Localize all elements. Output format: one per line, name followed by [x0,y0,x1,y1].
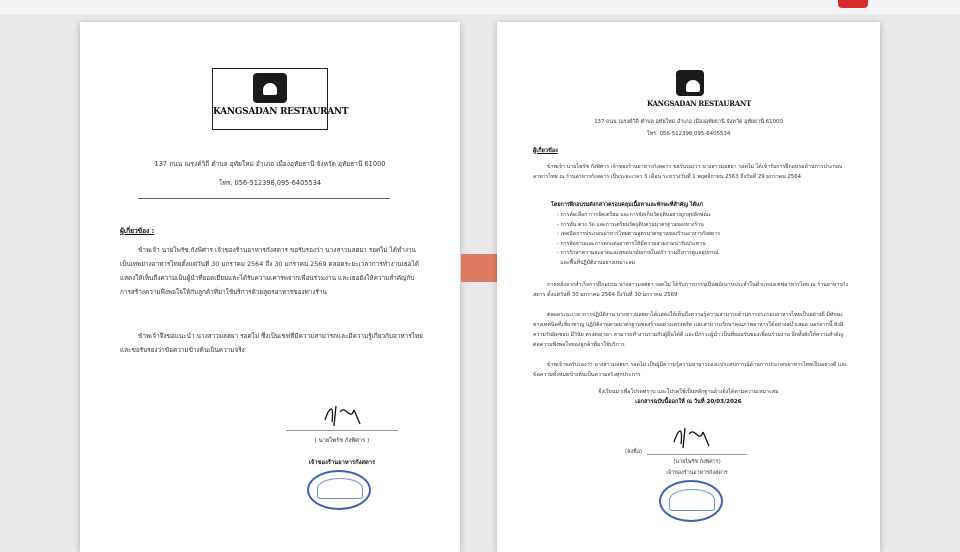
signer-name: ( นายไพรัช กังพิศาร ) [314,438,370,444]
sign-label: (ลงชื่อ) [625,449,643,455]
original-letter [80,22,460,552]
phone: โทร. 056-512398,095-6405534 [646,131,731,137]
salutation: ผู้เกี่ยวข้อง : [120,227,155,235]
list-item: - การรักษาความสะอาดและสุขอนามัยภายในครัว รวมถึงการดูแลอุปกรณ์ [557,250,719,257]
bell-logo-icon [253,73,287,103]
signature [320,400,370,430]
issue-date: เอกสารฉบับนี้ออกให้ ณ วันที่ 20/03/2026 [635,399,742,405]
list-item: - การหั่น ตวง วัด และการเตรียมวัตถุดิบตามมาตรฐานของทางร้าน [557,221,704,228]
list-item: - การจัดจานและการตกแต่งอาหารให้มีความสวยงามน่ารับประทาน [557,240,706,247]
revised-letter [497,22,880,552]
list-item: และพื้นที่ปฏิบัติงานอย่างเหมาะสม [557,259,635,266]
signature [669,422,719,452]
body-paragraph-1: ข้าพเจ้า นายไพรัช กังพิศาร เจ้าของร้านอาหารกังสดาร ขอรับรองว่า นางสาวมลฮยา รอดไม่ ได้ทำงานเป็นเทพย่างอาหารไทยตั้งแต่วันที่ 30 มกราคม 2564 ถึง 30 มกราคม 2569 ตลอดระยะเวลาการทำงานเธอได้แสดงให้เห็นถึงความเป็นผู้นำที่ยอดเยี่ยมและได้รับความเคารพจากเพื่อนร่วมงาน และเธอยังให้ความสำคัญกับการสร้างความพึงพอใจให้กับลูกค้าที่มาใช้บริการด้วยสูตรอาหารของทางร้าน [120,246,419,296]
bell-logo-icon [676,70,704,96]
salutation: ผู้เกี่ยวข้อง [533,148,558,154]
signer-name: (นายไพรัช กังพิศาร) [673,459,721,465]
signer-role: เจ้าของร้านอาหารกังสดาร [308,460,376,466]
restaurant-logo [647,66,751,116]
company-stamp [307,470,371,510]
company-stamp [659,480,723,522]
divider [138,198,390,199]
signature-line [286,430,398,431]
phone: โทร. 056-512398,095-6405534 [218,179,322,187]
list-item: - เทคนิคการประกอบอาหารไทยตามสูตรมาตรฐานของร้านอาหารกังสดาร [557,231,720,238]
paragraph-training: ข้าพเจ้า นายไพรัช กังพิศาร เจ้าของร้านอาหารกังสดาร ขอรับรองว่า นางสาวมลฮยา รอดไม่ ได้เข้ารับการฝึกอบรมด้านการประกอบอาหารไทย ณ ร้านอาหารกังสดาร เป็นระยะเวลา 3 เดือน ระหว่างวันที่ 1 พฤศจิกายน 2563 ถึงวันที่ 29 มกราคม 2564 [533,164,843,180]
logo-text: KANGSADAN RESTAURANT [647,99,751,108]
paragraph-certification: ข้าพเจ้าขอรับรองว่า นางสาวมลฮยา รอดไม่ เป็นผู้มีความรู้ความสามารถและประสบการณ์ด้านการประกอบอาหารไทยเป็นอย่างดี และข้อความทั้งหมดข้างต้นเป็นความจริงทุกประการ [533,362,848,378]
logo-text: KANGSADAN RESTAURANT [213,107,349,117]
signature-line [647,454,747,455]
paragraph-employment: ภายหลังจากสำเร็จการฝึกอบรม นางสาวมลฮยา รอดไม่ ได้รับการบรรจุเป็นพนักงานประจำในตำแหน่งเชฟอาหารไทย ณ ร้านอาหารกังสดาร ตั้งแต่วันที่ 30 มกราคม 2564 ถึงวันที่ 30 มกราคม 2569 [533,282,848,298]
skills-list [557,211,720,269]
list-item: - การคัดเลือก การจัดเตรียม และการจัดเก็บวัตถุดิบอย่างถูกสุขลักษณะ [557,212,712,218]
address: 137 ถนน ณรงค์วิถี ตำบล อุทัยใหม่ อำเภอ เมืองอุทัยธานี จังหวัด อุทัยธานี 61000 [594,119,783,125]
youtube-badge-icon[interactable] [838,0,868,8]
top-band [0,0,960,14]
restaurant-logo [212,68,349,130]
signer-role: เจ้าของร้านอาหารกังสดาร [666,470,728,476]
paragraph-performance: ตลอดระยะเวลาการปฏิบัติงาน นางสาวมลฮยาได้แสดงให้เห็นถึงความรู้ความสามารถด้านการประกอบอาหารไทยเป็นอย่างดี มีทักษะทางเทคนิคที่เชี่ยวชาญ ปฏิบัติงานตามมาตรฐานของร้านอย่างเคร่งครัด และสามารถรักษาคุณภาพอาหารได้อย่างสม่ำเสมอ นอกจากนี้ ยังมีความรับผิดชอบ มีวินัย ตรงต่อเวลา สามารถทำงานร่วมกับผู้อื่นได้ดี และมีภาวะผู้นำ เป็นที่ยอมรับของเพื่อนร่วมงาน อีกทั้งยังให้ความสำคัญต่อความพึงพอใจของลูกค้าที่มาใช้บริการ [533,312,844,348]
closing-text: จึงเรียนมาเพื่อโปรดทราบ และโปรดใช้เป็นหลักฐานอ้างอิงได้ตามความเหมาะสม [598,389,779,395]
address: 137 ถนน ณรงค์วิถี ตำบล อุทัยใหม่ อำเภอ เมืองอุทัยธานี จังหวัด อุทัยธานี 61000 [154,160,386,168]
skills-heading: โดยการฝึกอบรมดังกล่าวครอบคลุมเนื้อหาและทักษะที่สำคัญ ได้แก่ [551,202,703,208]
body-paragraph-2: ข้าพเจ้าจึงขอแนะนำ นางสาวมลฮยา รอดไม่ ซึ่งเป็นเชฟที่มีความสามารถและมีความรู้เกี่ยวกับอาหารไทย และขอรับรองว่าข้อความข้างต้นเป็นความจริง [120,332,423,354]
